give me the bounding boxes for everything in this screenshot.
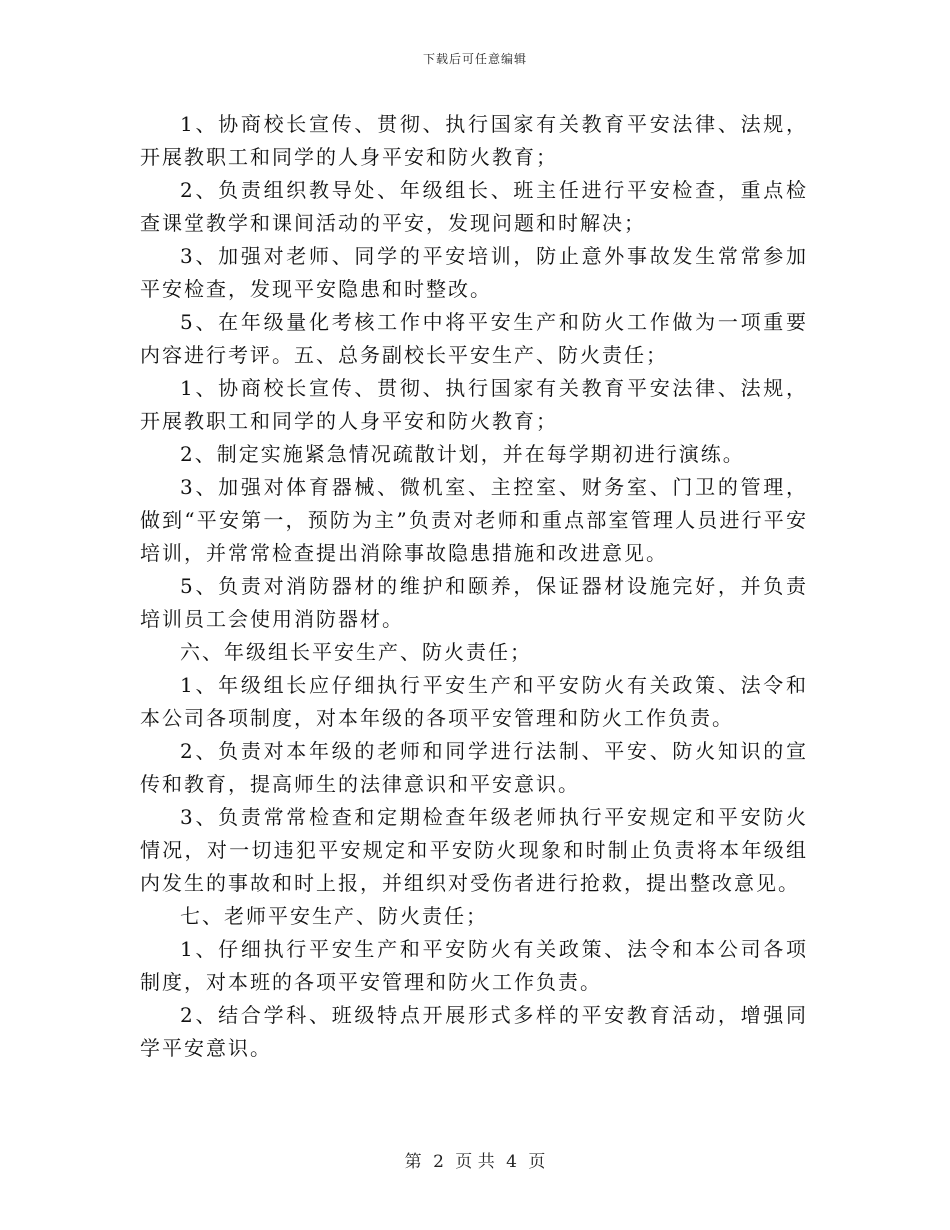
paragraph: 3、加强对老师、同学的平安培训，防止意外事故发生常常参加平安检查，发现平安隐患和时整改。 <box>140 244 808 301</box>
current-page-number: 2 <box>433 1152 444 1172</box>
paragraph: 3、加强对体育器械、微机室、主控室、财务室、门卫的管理，做到“平安第一，预防为主”负责对老师和重点部室管理人员进行平安培训，并常常检查提出消除事故隐患措施和改进意见。 <box>140 475 808 565</box>
section-heading: 六、年级组长平安生产、防火责任； <box>180 640 532 664</box>
paragraph: 1、年级组长应仔细执行平安生产和平安防火有关政策、法令和本公司各项制度，对本年级的各项平安管理和防火工作负责。 <box>140 673 808 730</box>
footer-prefix: 第 <box>404 1152 422 1172</box>
paragraph: 1、协商校长宣传、贯彻、执行国家有关教育平安法律、法规，开展教职工和同学的人身平安和防火教育； <box>140 112 808 169</box>
paragraph: 2、结合学科、班级特点开展形式多样的平安教育活动，增强同学平安意识。 <box>140 1003 808 1060</box>
paragraph: 2、制定实施紧急情况疏散计划，并在每学期初进行演练。 <box>180 442 745 466</box>
footer-middle: 页 共 <box>455 1152 495 1172</box>
paragraph: 2、负责组织教导处、年级组长、班主任进行平安检查，重点检查课堂教学和课间活动的平安，发现问题和时解决； <box>140 178 808 235</box>
document-body <box>140 108 808 1065</box>
header-note: 下载后可任意编辑 <box>422 52 527 66</box>
section-heading: 七、老师平安生产、防火责任； <box>180 904 488 928</box>
paragraph: 2、负责对本年级的老师和同学进行法制、平安、防火知识的宣传和教育，提高师生的法律意识和平安意识。 <box>140 739 808 796</box>
page-header <box>0 50 950 67</box>
paragraph: 1、仔细执行平安生产和平安防火有关政策、法令和本公司各项制度，对本班的各项平安管理和防火工作负责。 <box>140 937 808 994</box>
total-pages-number: 4 <box>506 1152 517 1172</box>
footer-suffix: 页 <box>528 1152 546 1172</box>
paragraph: 1、协商校长宣传、贯彻、执行国家有关教育平安法律、法规，开展教职工和同学的人身平安和防火教育； <box>140 376 808 433</box>
paragraph: 5、在年级量化考核工作中将平安生产和防火工作做为一项重要内容进行考评。五、总务副校长平安生产、防火责任； <box>140 310 808 367</box>
page-footer <box>0 1147 950 1172</box>
paragraph: 5、负责对消防器材的维护和颐养，保证器材设施完好，并负责培训员工会使用消防器材。 <box>140 574 808 631</box>
paragraph: 3、负责常常检查和定期检查年级老师执行平安规定和平安防火情况，对一切违犯平安规定和平安防火现象和时制止负责将本年级组内发生的事故和时上报，并组织对受伤者进行抢救，提出整改意见。 <box>140 805 808 895</box>
